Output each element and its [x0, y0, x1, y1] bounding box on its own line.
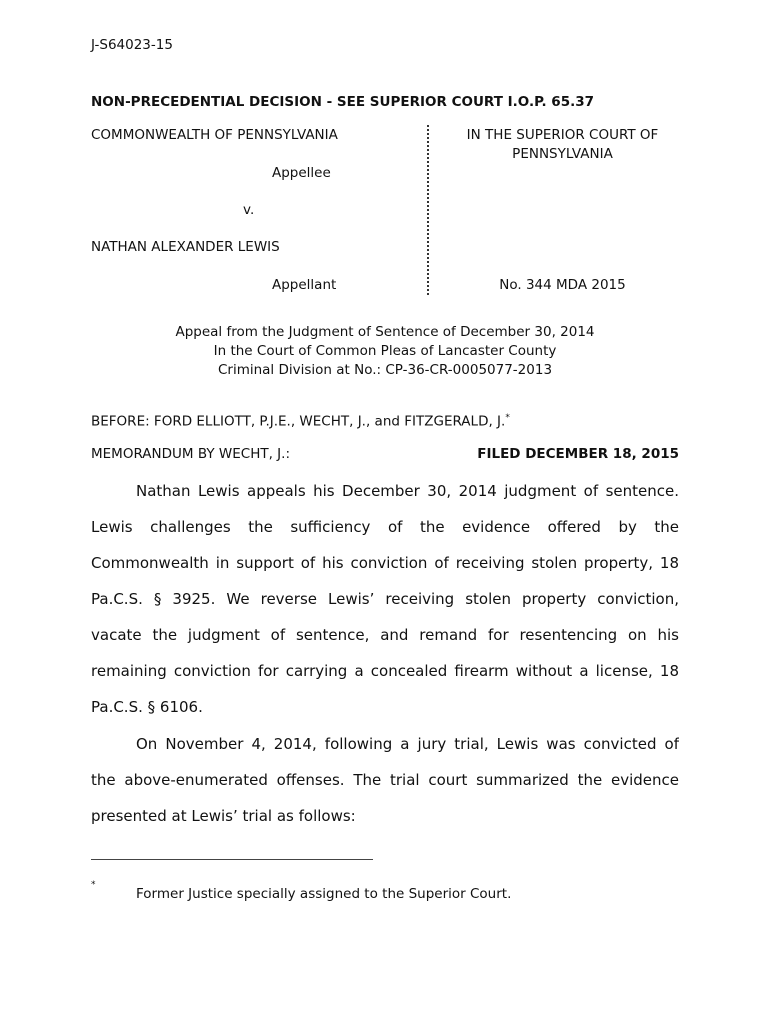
court-name-line2: PENNSYLVANIA — [512, 146, 613, 162]
plaintiff-name: COMMONWEALTH OF PENNSYLVANIA — [91, 127, 338, 143]
appeal-line-2: In the Court of Common Pleas of Lancaster County — [213, 343, 557, 359]
body-line: Pa.C.S. § 3925. We reverse Lewis’ receiving stolen property conviction, — [91, 590, 679, 608]
body-line: Nathan Lewis appeals his December 30, 2014 judgment of sentence. — [136, 482, 679, 500]
panel-judges: BEFORE: FORD ELLIOTT, P.J.E., WECHT, J., and FITZGERALD, J. — [91, 413, 506, 430]
body-line: Pa.C.S. § 6106. — [91, 698, 203, 716]
filed-date: FILED DECEMBER 18, 2015 — [477, 446, 679, 462]
body-line: On November 4, 2014, following a jury trial, Lewis was convicted of — [136, 735, 679, 753]
memorandum-author: MEMORANDUM BY WECHT, J.: — [91, 446, 290, 462]
body-line: presented at Lewis’ trial as follows: — [91, 807, 356, 825]
appeal-line-3: Criminal Division at No.: CP-36-CR-0005077-2013 — [217, 362, 553, 378]
footnote-text: Former Justice specially assigned to the Superior Court. — [136, 886, 512, 902]
body-line: vacate the judgment of sentence, and remand for resentencing on his — [91, 626, 679, 644]
footnote-marker: * — [91, 880, 96, 890]
panel-line — [91, 413, 510, 430]
non-precedential-notice: NON-PRECEDENTIAL DECISION - SEE SUPERIOR COURT I.O.P. 65.37 — [91, 94, 595, 110]
footnote-rule — [91, 859, 373, 860]
appeal-line-1: Appeal from the Judgment of Sentence of December 30, 2014 — [175, 324, 595, 340]
body-line: remaining conviction for carrying a concealed firearm without a license, 18 — [91, 662, 679, 680]
plaintiff-role: Appellee — [272, 165, 331, 181]
body-line: Lewis challenges the sufficiency of the evidence offered by the — [91, 518, 679, 536]
defendant-name: NATHAN ALEXANDER LEWIS — [91, 239, 280, 255]
caption-divider — [427, 125, 429, 295]
body-line: Commonwealth in support of his conviction of receiving stolen property, 18 — [91, 554, 679, 572]
docket-id: J-S64023-15 — [91, 37, 173, 53]
panel-footnote-marker: * — [505, 413, 510, 423]
defendant-role: Appellant — [272, 277, 337, 293]
versus: v. — [243, 202, 255, 218]
court-name-line1: IN THE SUPERIOR COURT OF — [466, 127, 659, 143]
docket-number: No. 344 MDA 2015 — [499, 277, 626, 293]
body-line: the above-enumerated offenses. The trial court summarized the evidence — [91, 771, 679, 789]
